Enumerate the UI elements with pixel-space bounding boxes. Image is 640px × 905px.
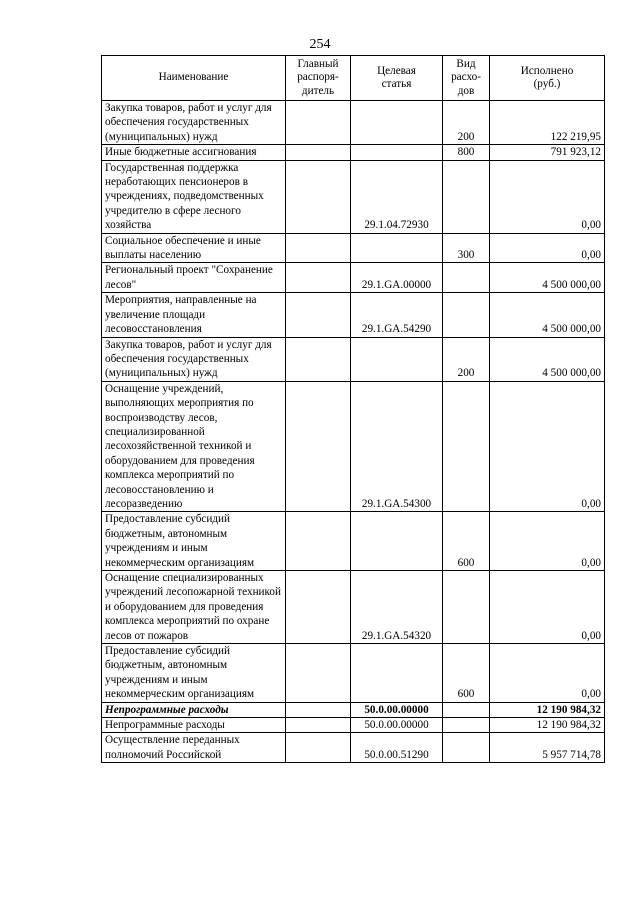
cell-name: Закупка товаров, работ и услуг для обеспечения государственных (муниципальных) нужд bbox=[102, 337, 286, 381]
cell-amount: 0,00 bbox=[490, 381, 605, 512]
cell-name: Предоставление субсидий бюджетным, автономным учреждениям и иным некоммерческим организациям bbox=[102, 512, 286, 571]
cell-name: Непрограммные расходы bbox=[102, 702, 286, 717]
table-row bbox=[102, 644, 605, 703]
cell-type bbox=[443, 702, 490, 717]
cell-type bbox=[443, 160, 490, 233]
cell-type: 300 bbox=[443, 233, 490, 263]
header-executed: Исполнено (руб.) bbox=[490, 56, 605, 101]
table-row bbox=[102, 337, 605, 381]
table-row bbox=[102, 571, 605, 644]
cell-main-manager bbox=[286, 337, 351, 381]
cell-name: Региональный проект "Сохранение лесов" bbox=[102, 263, 286, 293]
cell-main-manager bbox=[286, 160, 351, 233]
cell-type: 600 bbox=[443, 512, 490, 571]
cell-name: Непрограммные расходы bbox=[102, 718, 286, 733]
cell-target: 29.1.GA.00000 bbox=[351, 263, 443, 293]
cell-type bbox=[443, 293, 490, 337]
cell-target bbox=[351, 512, 443, 571]
cell-target: 29.1.04.72930 bbox=[351, 160, 443, 233]
cell-type bbox=[443, 381, 490, 512]
cell-type: 600 bbox=[443, 644, 490, 703]
table-row bbox=[102, 145, 605, 160]
budget-table bbox=[101, 55, 605, 763]
table-row bbox=[102, 263, 605, 293]
cell-name: Социальное обеспечение и иные выплаты населению bbox=[102, 233, 286, 263]
cell-main-manager bbox=[286, 293, 351, 337]
cell-target bbox=[351, 337, 443, 381]
cell-name: Иные бюджетные ассигнования bbox=[102, 145, 286, 160]
header-main-manager: Главный распоря- дитель bbox=[286, 56, 351, 101]
cell-main-manager bbox=[286, 718, 351, 733]
cell-amount: 791 923,12 bbox=[490, 145, 605, 160]
cell-type bbox=[443, 571, 490, 644]
cell-amount: 12 190 984,32 bbox=[490, 718, 605, 733]
cell-main-manager bbox=[286, 233, 351, 263]
cell-name: Мероприятия, направленные на увеличение площади лесовосстановления bbox=[102, 293, 286, 337]
cell-name: Государственная поддержка неработающих пенсионеров в учреждениях, подведомственных учредителю в сфере лесного хозяйства bbox=[102, 160, 286, 233]
table-row bbox=[102, 233, 605, 263]
table-row bbox=[102, 512, 605, 571]
table-row bbox=[102, 702, 605, 717]
table-row bbox=[102, 381, 605, 512]
table-row bbox=[102, 160, 605, 233]
cell-amount: 122 219,95 bbox=[490, 101, 605, 145]
cell-amount: 4 500 000,00 bbox=[490, 293, 605, 337]
cell-main-manager bbox=[286, 733, 351, 763]
cell-target bbox=[351, 644, 443, 703]
cell-target bbox=[351, 145, 443, 160]
cell-amount: 4 500 000,00 bbox=[490, 263, 605, 293]
table-body bbox=[102, 101, 605, 763]
table-row bbox=[102, 718, 605, 733]
table-row bbox=[102, 293, 605, 337]
cell-main-manager bbox=[286, 571, 351, 644]
cell-amount: 0,00 bbox=[490, 644, 605, 703]
cell-name: Оснащение специализированных учреждений лесопожарной техникой и оборудованием для проведения комплекса мероприятий по охране лесов от пожаров bbox=[102, 571, 286, 644]
cell-type: 800 bbox=[443, 145, 490, 160]
cell-type bbox=[443, 718, 490, 733]
table-row bbox=[102, 733, 605, 763]
cell-type bbox=[443, 263, 490, 293]
cell-target: 50.0.00.00000 bbox=[351, 702, 443, 717]
cell-main-manager bbox=[286, 702, 351, 717]
cell-target: 29.1.GA.54290 bbox=[351, 293, 443, 337]
cell-amount: 5 957 714,78 bbox=[490, 733, 605, 763]
cell-target: 29.1.GA.54320 bbox=[351, 571, 443, 644]
page-number: 254 bbox=[309, 37, 331, 52]
table-row bbox=[102, 101, 605, 145]
cell-target bbox=[351, 101, 443, 145]
cell-amount: 0,00 bbox=[490, 571, 605, 644]
cell-main-manager bbox=[286, 145, 351, 160]
cell-amount: 12 190 984,32 bbox=[490, 702, 605, 717]
header-target: Целевая статья bbox=[351, 56, 443, 101]
cell-target: 29.1.GA.54300 bbox=[351, 381, 443, 512]
cell-target: 50.0.00.51290 bbox=[351, 733, 443, 763]
cell-target: 50.0.00.00000 bbox=[351, 718, 443, 733]
cell-name: Предоставление субсидий бюджетным, автономным учреждениям и иным некоммерческим организациям bbox=[102, 644, 286, 703]
cell-main-manager bbox=[286, 381, 351, 512]
cell-amount: 0,00 bbox=[490, 512, 605, 571]
cell-amount: 0,00 bbox=[490, 160, 605, 233]
table-header-row bbox=[102, 56, 605, 101]
cell-main-manager bbox=[286, 512, 351, 571]
cell-name: Закупка товаров, работ и услуг для обеспечения государственных (муниципальных) нужд bbox=[102, 101, 286, 145]
cell-type bbox=[443, 733, 490, 763]
cell-amount: 4 500 000,00 bbox=[490, 337, 605, 381]
cell-type: 200 bbox=[443, 337, 490, 381]
cell-main-manager bbox=[286, 263, 351, 293]
cell-name: Осуществление переданных полномочий Российской bbox=[102, 733, 286, 763]
cell-main-manager bbox=[286, 101, 351, 145]
cell-amount: 0,00 bbox=[490, 233, 605, 263]
header-name: Наименование bbox=[102, 56, 286, 101]
header-type: Вид расхо- дов bbox=[443, 56, 490, 101]
cell-target bbox=[351, 233, 443, 263]
cell-name: Оснащение учреждений, выполняющих мероприятия по воспроизводству лесов, специализированной лесохозяйственной техникой и оборудованием для проведения комплекса мероприятий по лесовосстановлению и лесоразведению bbox=[102, 381, 286, 512]
cell-main-manager bbox=[286, 644, 351, 703]
cell-type: 200 bbox=[443, 101, 490, 145]
